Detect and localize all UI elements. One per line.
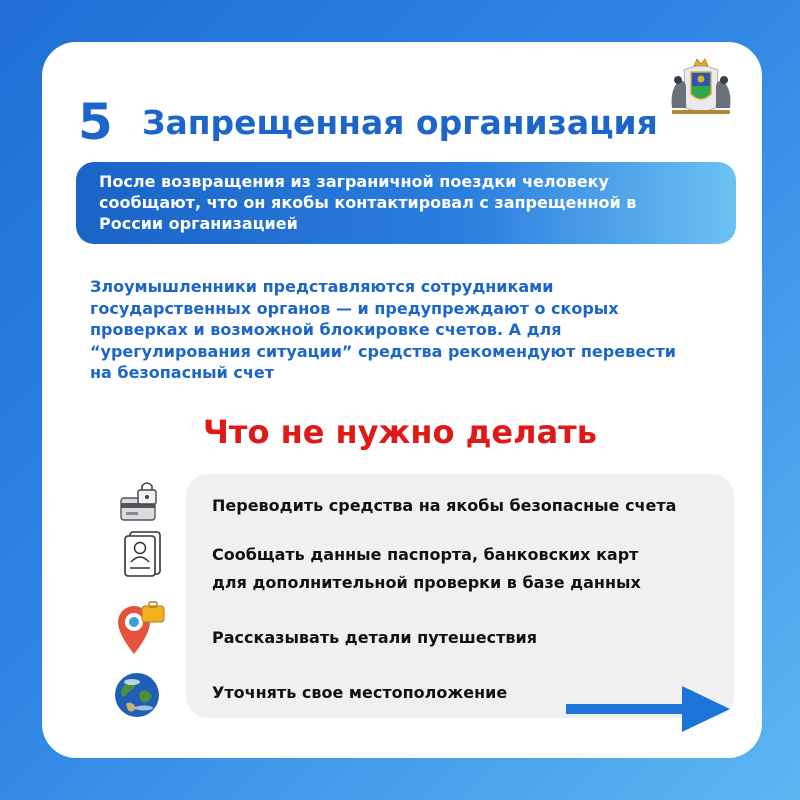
page-title: Запрещенная организация	[142, 103, 658, 142]
list-item: Сообщать данные паспорта, банковских карт	[212, 545, 639, 564]
travel-pin-icon	[114, 600, 168, 656]
coat-of-arms-icon	[664, 56, 738, 120]
list-item: для дополнительной проверки в базе данных	[212, 573, 641, 592]
warning-heading: Что не нужно делать	[203, 413, 597, 451]
list-item: Рассказывать детали путешествия	[212, 628, 537, 647]
list-item: Переводить средства на якобы безопасные счета	[212, 496, 677, 515]
globe-icon	[112, 670, 162, 720]
scam-description: Злоумышленники представляются сотрудниками государственных органов — и предупреждают о скорых проверках и возможной блокировке счетов. А для “урегулирования ситуации” средства рекомендуют перевести на безопасный счет	[90, 277, 677, 382]
arrow-right-icon	[566, 682, 732, 738]
list-item: Уточнять свое местоположение	[212, 683, 508, 702]
banner-text: После возвращения из заграничной поездки человеку сообщают, что он якобы контактировал с запрещенной в России организацией	[99, 172, 637, 233]
step-number: 5	[78, 93, 113, 151]
locked-card-icon	[118, 478, 164, 524]
passport-icon	[120, 528, 166, 578]
